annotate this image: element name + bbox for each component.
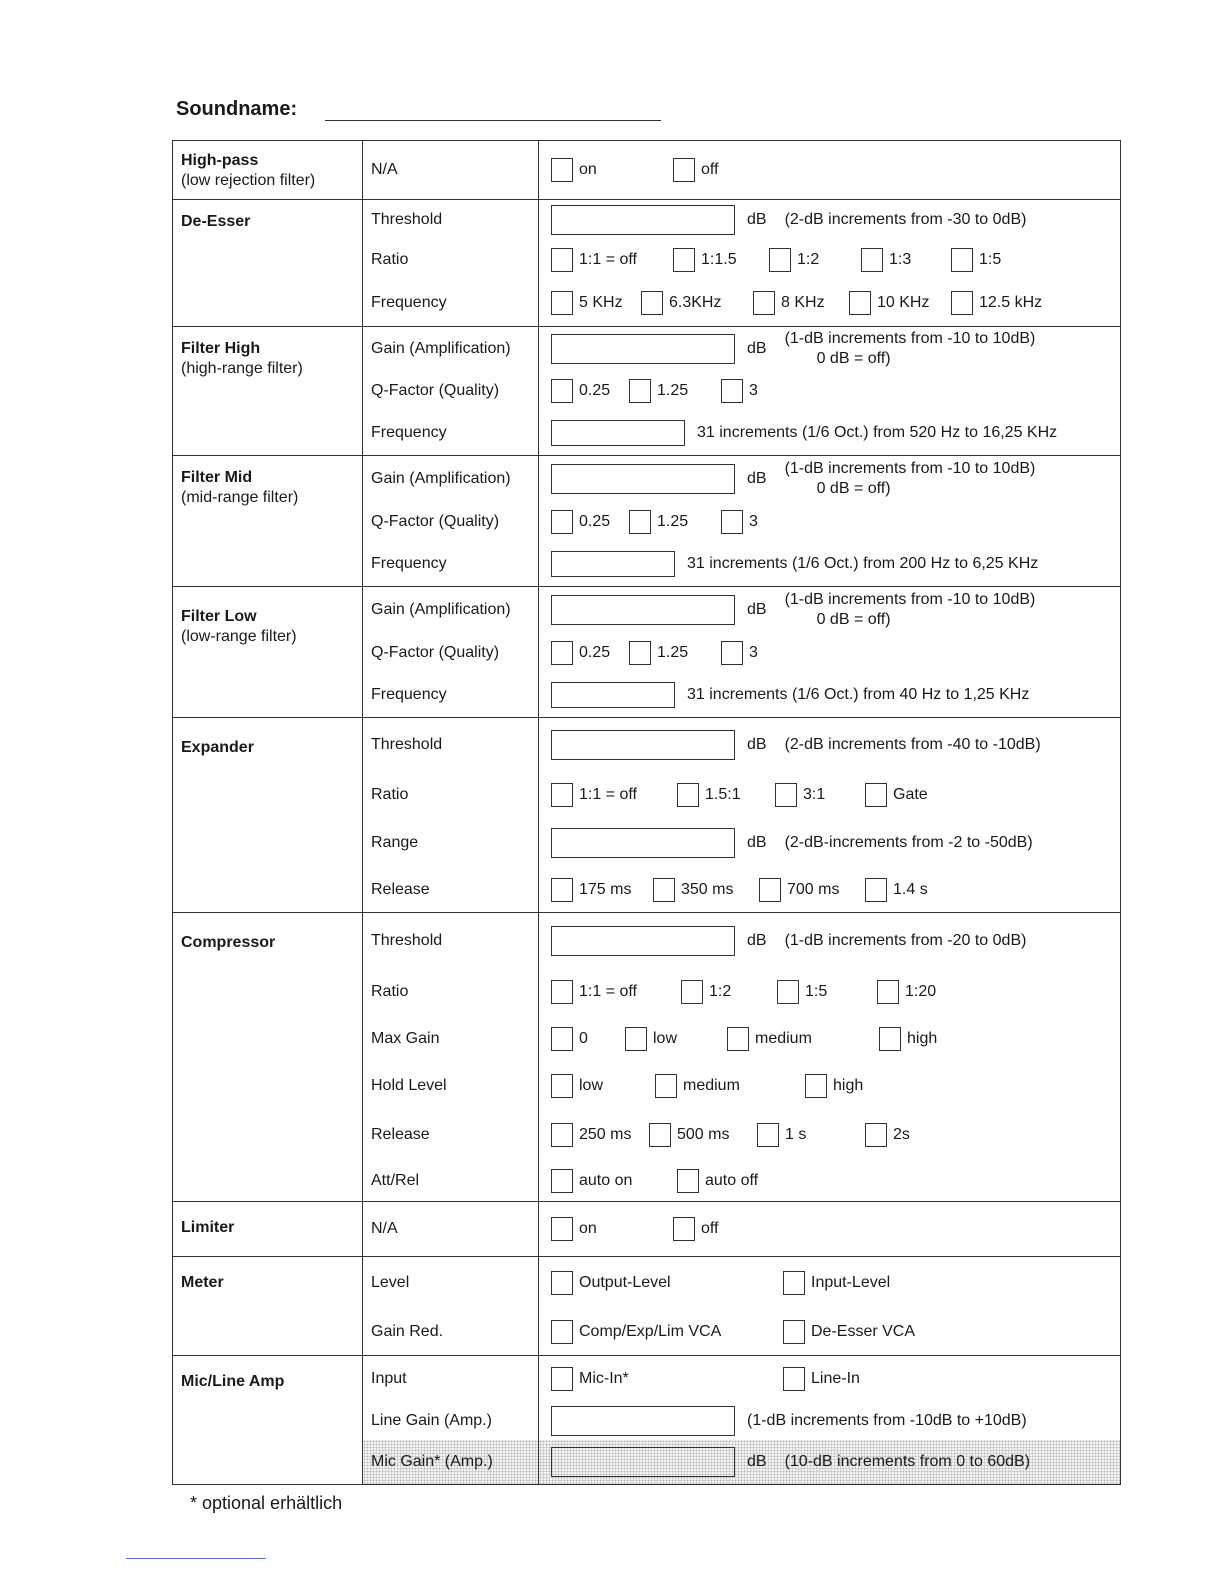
param-label: N/A (371, 1220, 398, 1237)
checkbox[interactable] (551, 783, 573, 807)
checkbox[interactable] (677, 783, 699, 807)
section-filter-mid: Filter Mid (mid-range filter) Gain (Amplification) Q-Factor (Quality) Frequency dB (1-dB increments from -10 to 10dB) 0 dB = off) 0.25 1.25 3 31 increments (1/6 Oct.) from 200 Hz to 6,25 KHz (173, 456, 1121, 587)
param-threshold: Threshold (371, 736, 443, 753)
param-range: Range (371, 834, 419, 851)
option[interactable]: 10 KHz (849, 291, 951, 315)
checkbox[interactable] (551, 1074, 573, 1098)
checkbox[interactable] (551, 510, 573, 534)
checkbox[interactable] (551, 379, 573, 403)
option[interactable]: 0.25 (551, 510, 629, 534)
option[interactable]: 1:1 = off (551, 783, 677, 807)
checkbox[interactable] (551, 1367, 573, 1391)
option-off[interactable]: off (673, 1217, 719, 1241)
section-sub: (high-range filter) (181, 360, 303, 377)
section-name: Filter Low (181, 608, 257, 625)
gain-input[interactable] (551, 595, 735, 625)
settings-form (172, 140, 1121, 1485)
option[interactable]: 1.5:1 (677, 783, 775, 807)
option-on[interactable]: on (551, 158, 673, 182)
param-frequency: Frequency (371, 555, 447, 572)
checkbox[interactable] (551, 980, 573, 1004)
checkbox[interactable] (677, 1169, 699, 1193)
option[interactable]: 5 KHz (551, 291, 641, 315)
checkbox[interactable] (625, 1027, 647, 1051)
checkbox[interactable] (629, 510, 651, 534)
range-input[interactable] (551, 828, 735, 858)
section-micline: Mic/Line Amp Input Line Gain (Amp.) Mic Gain* (Amp.) Mic-In* Line-In (1-dB increments from -10dB to +10dB) dB (10-dB increments from 0 to 60dB) (173, 1356, 1121, 1485)
section-name: Compressor (181, 934, 276, 951)
checkbox[interactable] (629, 641, 651, 665)
option[interactable]: 1:20 (877, 980, 936, 1004)
option[interactable]: 6.3KHz (641, 291, 753, 315)
section-compressor: Compressor Threshold Ratio Max Gain Hold Level Release Att/Rel dB (1-dB increments from -20 to 0dB) 1:1 = off 1:2 1:5 1:20 0 low medium high low medium high 250 ms 500 ms 1 s 2s auto on auto off (173, 913, 1121, 1202)
option[interactable]: 1:3 (861, 248, 951, 272)
checkbox[interactable] (653, 878, 675, 902)
option[interactable]: auto on (551, 1169, 677, 1193)
page-title: Soundname: (176, 98, 298, 120)
range-note: (2-dB increments from -30 to 0dB) (784, 211, 1027, 228)
checkbox[interactable] (721, 641, 743, 665)
checkbox[interactable] (551, 1320, 573, 1344)
option[interactable]: 1.25 (629, 379, 721, 403)
option-on[interactable]: on (551, 1217, 673, 1241)
checkbox[interactable] (551, 641, 573, 665)
gain-input[interactable] (551, 464, 735, 494)
param-frequency: Frequency (371, 424, 447, 441)
threshold-input[interactable] (551, 926, 735, 956)
param-gain: Gain (Amplification) (371, 340, 511, 357)
section-filter-low: Filter Low (low-range filter) Gain (Amplification) Q-Factor (Quality) Frequency dB (1-dB increments from -10 to 10dB) 0 dB = off) 0.25 1.25 3 31 increments (1/6 Oct.) from 40 Hz to 1,25 KHz (173, 587, 1121, 718)
checkbox[interactable] (879, 1027, 901, 1051)
section-limiter (173, 1202, 1121, 1257)
option[interactable]: 700 ms (759, 878, 865, 902)
param-ratio: Ratio (371, 983, 409, 1000)
checkbox[interactable] (551, 248, 573, 272)
param-release: Release (371, 881, 430, 898)
section-deesser: De-Esser Threshold Ratio Frequency dB (2-dB increments from -30 to 0dB) 1:1 = off 1:1.5 1:2 1:3 1:5 5 KHz 6.3KHz 8 KHz 10 KHz 12.5 kHz (173, 200, 1121, 327)
checkbox[interactable] (727, 1027, 749, 1051)
option[interactable]: 500 ms (649, 1123, 757, 1147)
section-filter-high: Filter High (high-range filter) Gain (Amplification) Q-Factor (Quality) Frequency dB (1-dB increments from -10 to 10dB) 0 dB = off) 0.25 1.25 3 31 increments (1/6 Oct.) from 520 Hz to 16,25 KHz (173, 327, 1121, 456)
footnote: * optional erhältlich (190, 1493, 343, 1513)
section-sub: (mid-range filter) (181, 489, 299, 506)
checkbox[interactable] (865, 1123, 887, 1147)
checkbox[interactable] (721, 510, 743, 534)
section-highpass (173, 141, 1121, 200)
option[interactable]: low (551, 1074, 655, 1098)
section-meter (173, 1257, 1121, 1356)
divider (126, 1558, 266, 1559)
checkbox[interactable] (551, 1271, 573, 1295)
checkbox[interactable] (649, 1123, 671, 1147)
title-row (176, 98, 661, 121)
checkbox[interactable] (641, 291, 663, 315)
param-attrel: Att/Rel (371, 1172, 420, 1189)
option[interactable]: 1:1.5 (673, 248, 769, 272)
section-name: Meter (181, 1274, 224, 1291)
param-threshold: Threshold (371, 932, 443, 949)
checkbox[interactable] (865, 878, 887, 902)
option[interactable]: Mic-In* (551, 1367, 783, 1391)
param-gain: Gain (Amplification) (371, 470, 511, 487)
option[interactable]: Comp/Exp/Lim VCA (551, 1320, 783, 1344)
param-gain: Gain (Amplification) (371, 601, 511, 618)
param-line-gain: Line Gain (Amp.) (371, 1412, 492, 1429)
mic-gain-input[interactable] (551, 1447, 735, 1477)
option[interactable]: 0 (551, 1027, 625, 1051)
option[interactable]: Output-Level (551, 1271, 783, 1295)
option[interactable]: 8 KHz (753, 291, 849, 315)
soundname-input[interactable] (325, 106, 661, 121)
checkbox[interactable] (551, 1123, 573, 1147)
param-q: Q-Factor (Quality) (371, 513, 500, 530)
checkbox[interactable] (759, 878, 781, 902)
option[interactable]: 1.25 (629, 510, 721, 534)
param-ratio: Ratio (371, 251, 409, 268)
checkbox[interactable] (783, 1271, 805, 1295)
frequency-input[interactable] (551, 682, 675, 708)
checkbox[interactable] (673, 158, 695, 182)
threshold-input[interactable] (551, 205, 735, 235)
section-name: Filter Mid (181, 469, 253, 486)
option-off[interactable]: off (673, 158, 719, 182)
option[interactable]: Line-In (783, 1367, 860, 1391)
param-max-gain: Max Gain (371, 1030, 440, 1047)
option[interactable]: De-Esser VCA (783, 1320, 915, 1344)
checkbox[interactable] (551, 1169, 573, 1193)
option[interactable]: 12.5 kHz (951, 291, 1042, 315)
option[interactable]: medium (727, 1027, 879, 1051)
option[interactable]: Gate (865, 783, 928, 807)
param-level: Level (371, 1274, 410, 1291)
option[interactable]: 1:1 = off (551, 248, 673, 272)
option[interactable]: 1:2 (769, 248, 861, 272)
checkbox[interactable] (951, 248, 973, 272)
param-gain-red: Gain Red. (371, 1323, 444, 1340)
option[interactable]: 1:1 = off (551, 980, 681, 1004)
param-mic-gain: Mic Gain* (Amp.) (363, 1440, 538, 1484)
checkbox[interactable] (757, 1123, 779, 1147)
option[interactable]: 3 (721, 510, 758, 534)
param-q: Q-Factor (Quality) (371, 644, 500, 661)
param-frequency: Frequency (371, 686, 447, 703)
frequency-input[interactable] (551, 551, 675, 577)
param-hold-level: Hold Level (371, 1077, 447, 1094)
option[interactable]: 350 ms (653, 878, 759, 902)
option[interactable]: medium (655, 1074, 805, 1098)
threshold-input[interactable] (551, 730, 735, 760)
section-name: Mic/Line Amp (181, 1373, 285, 1390)
option[interactable]: 3:1 (775, 783, 865, 807)
checkbox[interactable] (673, 248, 695, 272)
checkbox[interactable] (865, 783, 887, 807)
checkbox[interactable] (877, 980, 899, 1004)
checkbox[interactable] (681, 980, 703, 1004)
section-name: Filter High (181, 340, 261, 357)
checkbox[interactable] (777, 980, 799, 1004)
option[interactable]: 175 ms (551, 878, 653, 902)
option[interactable]: high (879, 1027, 937, 1051)
checkbox[interactable] (805, 1074, 827, 1098)
checkbox[interactable] (551, 158, 573, 182)
section-name: Limiter (181, 1219, 235, 1236)
param-ratio: Ratio (371, 786, 409, 803)
option[interactable]: low (625, 1027, 727, 1051)
option[interactable]: 250 ms (551, 1123, 649, 1147)
checkbox[interactable] (551, 1217, 573, 1241)
checkbox[interactable] (551, 291, 573, 315)
section-name: High-pass (181, 152, 259, 169)
section-name: Expander (181, 739, 254, 756)
option[interactable]: 1 s (757, 1123, 865, 1147)
option[interactable]: 2s (865, 1123, 910, 1147)
checkbox[interactable] (673, 1217, 695, 1241)
option[interactable]: 1:5 (777, 980, 877, 1004)
line-gain-input[interactable] (551, 1406, 735, 1436)
gain-input[interactable] (551, 334, 735, 364)
option[interactable]: 1.25 (629, 641, 721, 665)
checkbox[interactable] (775, 783, 797, 807)
param-release: Release (371, 1126, 430, 1143)
option[interactable]: 3 (721, 641, 758, 665)
option[interactable]: 1:5 (951, 248, 1001, 272)
param-frequency: Frequency (371, 294, 447, 311)
section-sub: (low-range filter) (181, 628, 297, 645)
checkbox[interactable] (783, 1320, 805, 1344)
checkbox[interactable] (951, 291, 973, 315)
option[interactable]: 0.25 (551, 379, 629, 403)
option[interactable]: 0.25 (551, 641, 629, 665)
frequency-input[interactable] (551, 420, 685, 446)
checkbox[interactable] (861, 248, 883, 272)
checkbox[interactable] (551, 878, 573, 902)
section-sub: (low rejection filter) (181, 172, 316, 189)
checkbox[interactable] (783, 1367, 805, 1391)
section-expander: Expander Threshold Ratio Range Release dB (2-dB increments from -40 to -10dB) 1:1 = off 1.5:1 3:1 Gate dB (2-dB-increments from -2 to -50dB) 175 ms 350 ms 700 ms 1.4 s (173, 718, 1121, 913)
option[interactable]: Input-Level (783, 1271, 890, 1295)
param-input: Input (371, 1370, 407, 1387)
option[interactable]: 1.4 s (865, 878, 928, 902)
param-q: Q-Factor (Quality) (371, 382, 500, 399)
option[interactable]: 3 (721, 379, 758, 403)
checkbox[interactable] (721, 379, 743, 403)
checkbox[interactable] (849, 291, 871, 315)
checkbox[interactable] (655, 1074, 677, 1098)
section-name: De-Esser (181, 213, 251, 230)
checkbox[interactable] (629, 379, 651, 403)
param-threshold: Threshold (371, 211, 443, 228)
option[interactable]: auto off (677, 1169, 758, 1193)
checkbox[interactable] (769, 248, 791, 272)
param-label: N/A (371, 161, 398, 178)
checkbox[interactable] (551, 1027, 573, 1051)
checkbox[interactable] (753, 291, 775, 315)
option[interactable]: high (805, 1074, 863, 1098)
option[interactable]: 1:2 (681, 980, 777, 1004)
